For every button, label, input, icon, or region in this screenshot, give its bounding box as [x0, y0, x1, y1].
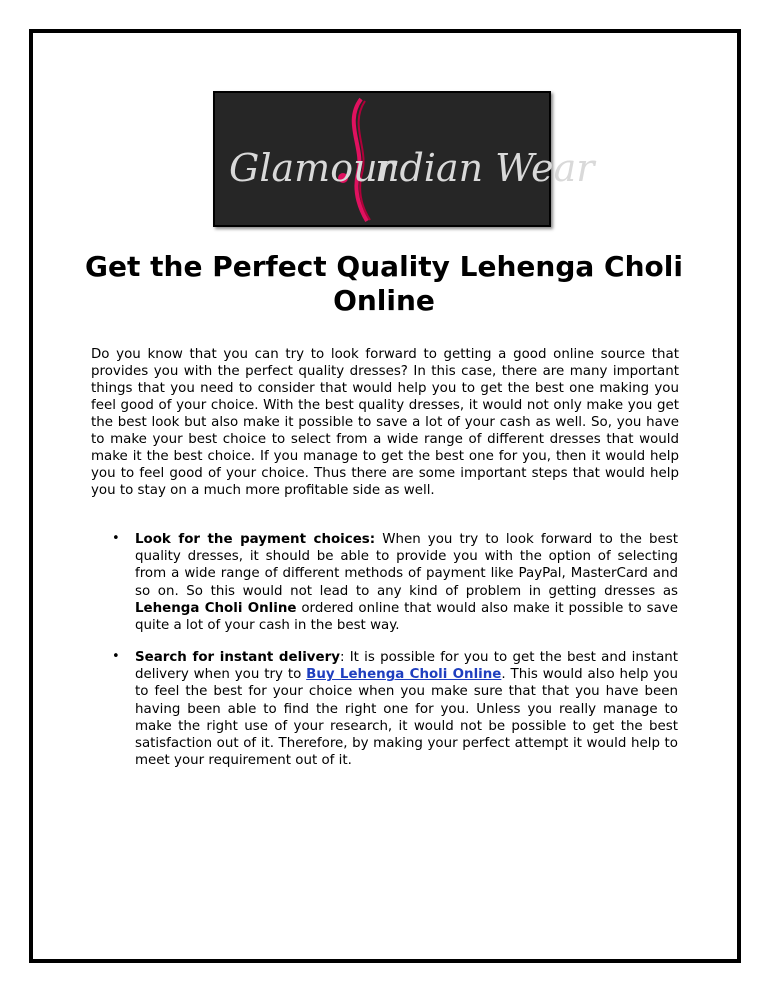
intro-paragraph: Do you know that you can try to look forward to getting a good online source that provides you with the perfect quality dresses? In this case, there are many important things that you need to consider that would help you to get the best one making you feel good of your choice. With the best quality dresses, it would not only make you get the best look but also make it possible to save a lot of your cash as well. So, you have to make your best choice to select from a wide range of different dresses that would make it the best choice. If you manage to get the best one for you, then it would help you to feel good of your choice. Thus there are some important steps that would help you to stay on a much more profitable side as well.	[91, 347, 679, 498]
bullet-heading: Look for the payment choices:	[135, 532, 376, 547]
bullet-bold-text: Lehenga Choli Online	[135, 600, 297, 616]
buy-lehenga-link[interactable]: Buy Lehenga Choli Online	[306, 667, 502, 683]
page-title: Get the Perfect Quality Lehenga Choli Online	[85, 250, 683, 317]
bullet-text: When you try to look forward to the best quality dresses, it should be able to provide you with the option of selecting from a wide range of different methods of payment like PayPal, MasterCard and so on. So this would not lead to any kind of problem in getting dresses as	[135, 532, 678, 599]
bullet-icon: •	[112, 649, 120, 664]
list-item	[135, 531, 678, 634]
bullet-icon: •	[112, 531, 120, 546]
logo-text-left: Glamour	[229, 146, 396, 190]
bullet-text: ordered online that would also make it possible to save quite a lot of your cash in the best way.	[135, 600, 678, 634]
brand-logo	[213, 91, 595, 227]
logo-text-right: ndian Wear	[375, 146, 595, 190]
bullet-text: . This would also help you to feel the best for your choice when you make sure that that you have been having been able to find the right one for you. Unless you really manage to make the right use of your research, it would not be possible to get the best satisfaction out of it. Therefore, by making your perfect attempt it would help to meet your requirement out of it.	[135, 667, 678, 769]
bullet-heading: Search for instant delivery	[135, 650, 340, 665]
list-item	[135, 649, 678, 769]
bullet-text: : It is possible for you to get the best and instant delivery when you try to	[135, 650, 679, 683]
logo-graphic	[215, 93, 595, 225]
